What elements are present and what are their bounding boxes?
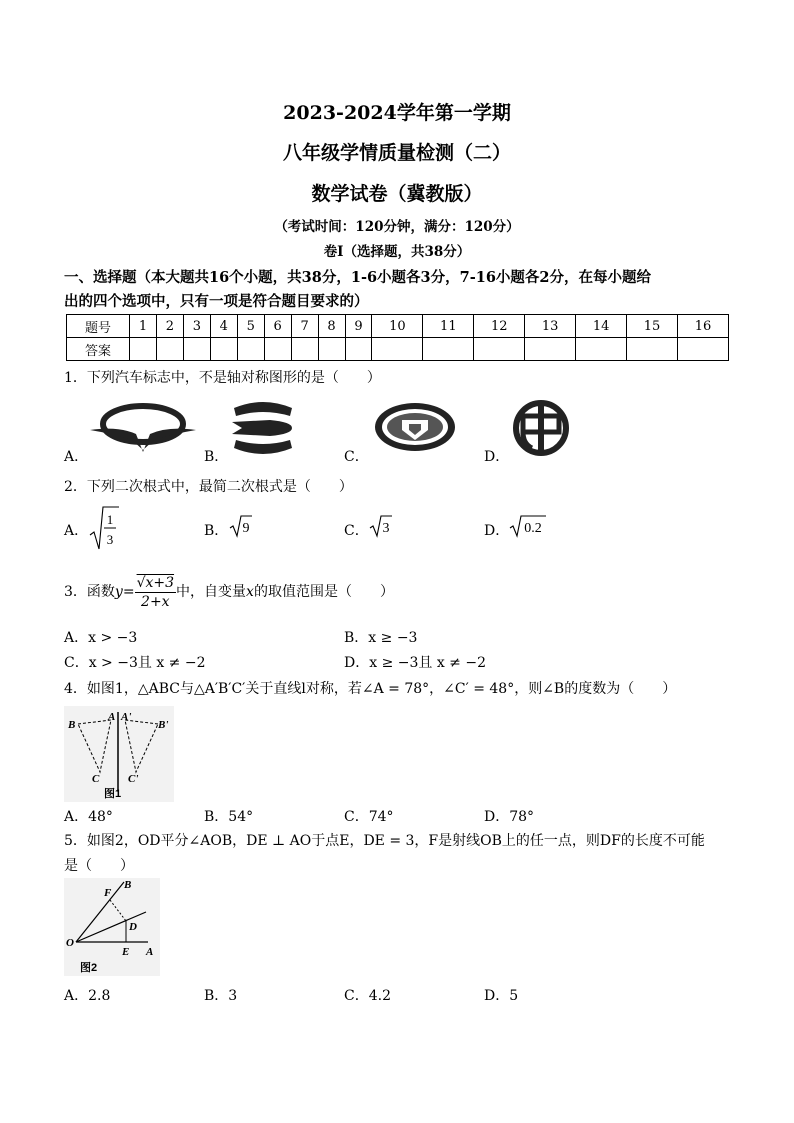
fig2-label-a: A	[146, 946, 154, 958]
table-row	[67, 338, 729, 361]
table-cell: 2	[156, 315, 183, 338]
table-cell: 11	[423, 315, 474, 338]
q3-stem	[64, 572, 394, 612]
q2-c-value: 3	[382, 521, 390, 536]
answer-table	[66, 314, 729, 361]
logo-c-image	[372, 400, 458, 454]
table-cell: 6	[264, 315, 291, 338]
q2-b-value: 9	[242, 521, 250, 536]
table-cell: 3	[183, 315, 210, 338]
answer-cell[interactable]	[345, 338, 372, 361]
exam-year: 2023-2024学年第一学期	[283, 102, 511, 124]
q2-option-b-sqrt	[228, 514, 254, 538]
answer-cell[interactable]	[264, 338, 291, 361]
answer-cell[interactable]	[474, 338, 525, 361]
fig1-label-b-prime: B'	[158, 719, 169, 731]
table-cell: 1	[130, 315, 157, 338]
fig2-label-b: B	[124, 879, 132, 891]
q2-option-d-label: D．	[484, 523, 510, 539]
q1-option-d-label: D．	[484, 449, 510, 465]
q3-num-expr: x+3	[145, 574, 175, 591]
answer-cell[interactable]	[627, 338, 678, 361]
fig1-caption: 图1	[104, 788, 122, 800]
q2-a-numerator: 1	[106, 512, 114, 527]
q5-stem-line2: 是（ ）	[64, 858, 134, 874]
figure-2	[64, 878, 160, 976]
fig1-label-a: A	[108, 711, 116, 723]
q2-option-c-sqrt	[368, 514, 394, 538]
answer-cell[interactable]	[525, 338, 576, 361]
q5-option-a: A．2.8	[64, 988, 111, 1004]
fig2-caption: 图2	[80, 962, 98, 974]
q2-option-c-label: C．	[344, 523, 369, 539]
q3-var: x	[246, 584, 254, 600]
fig2-label-f: F	[104, 887, 112, 899]
q4-stem: 4．如图1，△ABC与△A′B′C′关于直线l对称，若∠A = 78°，∠C′ = 48°，则∠B的度数为（ ）	[64, 681, 677, 697]
exam-time-note: （考试时间：120分钟，满分：120分）	[274, 219, 520, 235]
logo-b-image	[230, 398, 296, 458]
q4-option-d: D．78°	[484, 809, 535, 825]
q3-y: y	[114, 584, 123, 600]
exam-subject: 数学试卷（冀教版）	[311, 183, 483, 205]
table-row-label: 题号	[67, 315, 130, 338]
q3-option-c: C．x > −3且 x ≠ −2	[64, 655, 206, 671]
answer-cell[interactable]	[156, 338, 183, 361]
answer-cell[interactable]	[318, 338, 345, 361]
q5-stem-line1: 5．如图2，OD平分∠AOB，DE ⊥ AO于点E，DE = 3，F是射线OB上的任一点，则DF的长度不可能	[64, 833, 705, 849]
fig2-label-d: D	[129, 921, 137, 933]
answer-cell[interactable]	[677, 338, 728, 361]
q2-a-denominator: 3	[106, 532, 114, 547]
section1-line2: 出的四个选项中，只有一项是符合题目要求的）	[64, 293, 369, 310]
q3-fraction	[135, 574, 176, 611]
q4-option-a: A．48°	[64, 809, 113, 825]
answer-cell[interactable]	[576, 338, 627, 361]
exam-title: 八年级学情质量检测（二）	[282, 142, 511, 164]
q2-stem: 2．下列二次根式中，最简二次根式是（ ）	[64, 479, 353, 495]
table-cell: 16	[677, 315, 728, 338]
q3-suffix: 中，自变量	[176, 584, 247, 600]
table-cell: 13	[525, 315, 576, 338]
table-cell: 9	[345, 315, 372, 338]
q1-option-c-label: C．	[344, 449, 369, 465]
q3-numerator: √x+3	[136, 574, 175, 591]
fig2-label-e: E	[122, 946, 130, 958]
q3-denominator: 2+x	[141, 593, 170, 610]
q3-option-b: B．x ≥ −3	[344, 630, 418, 646]
q2-option-d-sqrt	[508, 514, 548, 538]
fig1-label-a-prime: A'	[121, 711, 132, 723]
answer-cell[interactable]	[291, 338, 318, 361]
answer-cell[interactable]	[210, 338, 237, 361]
table-cell: 4	[210, 315, 237, 338]
q2-option-b-label: B．	[204, 523, 229, 539]
fig1-label-c-prime: C'	[128, 773, 139, 785]
figure-1	[64, 706, 174, 802]
q3-suffix2: 的取值范围是（ ）	[253, 584, 394, 600]
q2-d-value: 0.2	[524, 521, 542, 536]
volume-title: 卷Ⅰ（选择题，共38分）	[323, 244, 471, 260]
fig2-label-o: O	[66, 937, 74, 949]
q2-option-a-label: A．	[64, 523, 89, 539]
answer-cell[interactable]	[130, 338, 157, 361]
q5-option-d: D．5	[484, 988, 519, 1004]
fig1-label-c: C	[92, 773, 100, 785]
q2-option-a-sqrt	[88, 505, 120, 551]
q4-option-c: C．74°	[344, 809, 394, 825]
table-cell: 12	[474, 315, 525, 338]
table-row	[67, 315, 729, 338]
answer-cell[interactable]	[237, 338, 264, 361]
answer-cell[interactable]	[183, 338, 210, 361]
table-cell: 5	[237, 315, 264, 338]
logo-a-image	[88, 400, 198, 456]
logo-d-image	[508, 400, 574, 456]
table-cell: 7	[291, 315, 318, 338]
q5-option-b: B．3	[204, 988, 238, 1004]
q1-stem: 1．下列汽车标志中，不是轴对称图形的是（ ）	[64, 370, 381, 386]
answer-cell[interactable]	[372, 338, 423, 361]
table-cell: 14	[576, 315, 627, 338]
table-cell: 8	[318, 315, 345, 338]
section1-line1: 一、选择题（本大题共16个小题，共38分，1-6小题各3分，7-16小题各2分，在每小题给	[64, 269, 652, 286]
q1-option-b-label: B．	[204, 449, 229, 465]
q5-option-c: C．4.2	[344, 988, 391, 1004]
q1-option-a-label: A．	[64, 449, 89, 465]
table-cell: 15	[627, 315, 678, 338]
table-cell: 10	[372, 315, 423, 338]
answer-cell[interactable]	[423, 338, 474, 361]
q4-option-b: B．54°	[204, 809, 254, 825]
fig1-label-b: B	[68, 719, 76, 731]
q3-prefix: 3．函数	[64, 584, 115, 600]
q3-eq: =	[122, 584, 135, 600]
q3-option-a: A．x > −3	[64, 630, 138, 646]
table-row-label: 答案	[67, 338, 130, 361]
q3-option-d: D．x ≥ −3且 x ≠ −2	[344, 655, 487, 671]
